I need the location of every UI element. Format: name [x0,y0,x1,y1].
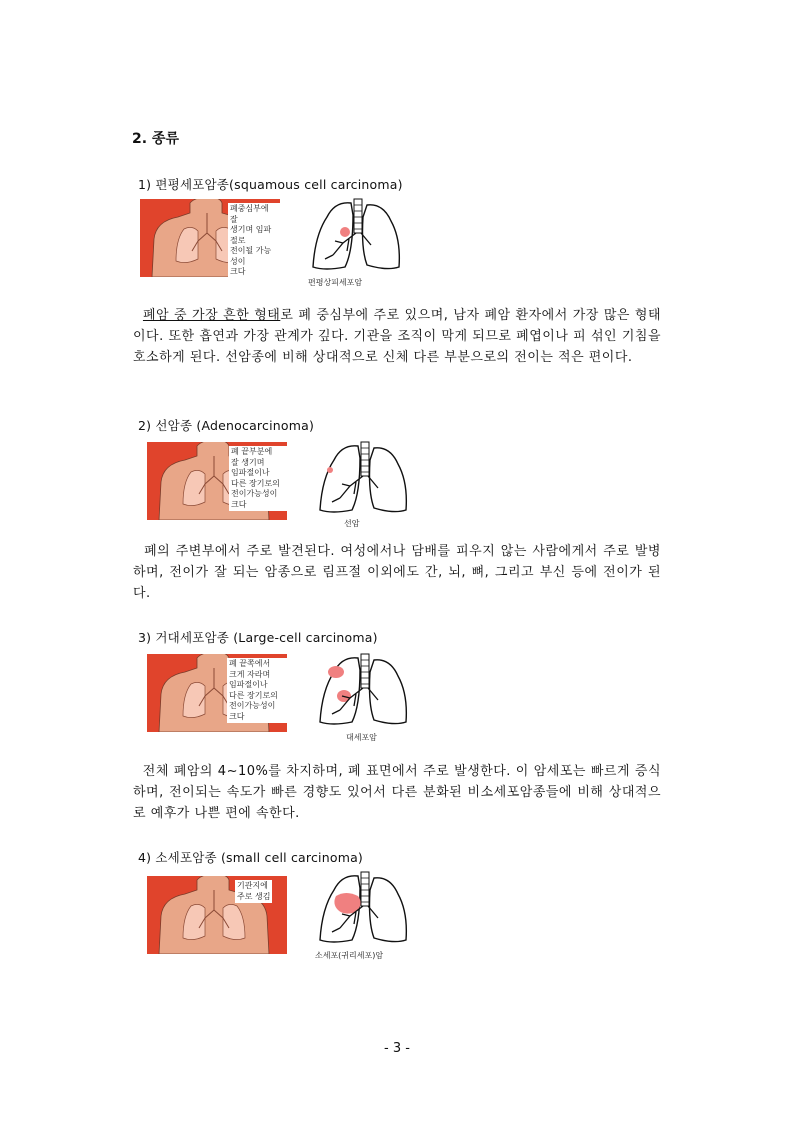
type-4-figure [147,876,437,966]
type-1-figure [140,199,430,289]
page-number: - 3 - [384,1041,410,1056]
chest-illustration-1 [140,199,280,277]
type-1-heading: 1) 편평세포암종(squamous cell carcinoma) [138,177,403,192]
type-3-figure [147,654,437,744]
chest-illustration-2 [147,442,287,520]
type-2-heading: 2) 선암종 (Adenocarcinoma) [138,418,315,433]
type-2-figure [147,442,437,532]
lung-diagram-1 [305,195,405,275]
type-1-underlined: 폐암 중 가장 흔한 형태 [142,308,281,323]
lung-diagram-2 [312,438,412,518]
chest-illustration-4 [147,876,287,954]
type-3-paragraph [133,761,661,824]
type-1-caption: 편평상피세포암 [308,278,363,287]
type-2-caption: 선암 [344,519,360,528]
section-title: 2. 종류 [132,131,179,147]
type-4-caption: 소세포(귀리세포)암 [315,951,384,960]
type-3-note: 폐 끝쪽에서 크게 자라며 임파절이나 다른 장기로의 전이가능성이 크다 [227,658,287,723]
lung-diagram-4 [312,868,412,952]
type-3-caption: 대세포암 [346,733,377,742]
type-4-note: 기관지에 주로 생김 [235,880,272,903]
type-1-note: 폐중심부에 잘 생기며 임파절로 전이될 가능성이 크다 [228,203,280,277]
type-2-note: 폐 끝부분에 잘 생기며 임파절이나 다른 장기로의 전이가능성이 크다 [229,446,287,511]
type-1-paragraph [133,305,661,368]
type-4-heading: 4) 소세포암종 (small cell carcinoma) [138,850,364,865]
chest-illustration-3 [147,654,287,732]
lung-diagram-3 [312,650,412,730]
type-1-text: 로 폐 중심부에 주로 있으며, 남자 폐암 환자에서 가장 많은 형태이다. 또한 흡연과 가장 관계가 깊다. 기관을 조직이 막게 되므로 폐엽이나 피 섞인 기침을 호소하게 된다. 선암종에 비해 상대적으로 신체 다른 부분으로의 전이는 적은 편이다. [133,308,662,365]
type-3-text: 전체 폐암의 4~10%를 차지하며, 폐 표면에서 주로 발생한다. 이 암세포는 빠르게 증식하며, 전이되는 속도가 빠른 경향도 있어서 다른 분화된 비소세포암종들에 비해 상대적으로 예후가 나쁜 편에 속한다. [133,764,662,821]
type-2-text: 폐의 주변부에서 주로 발견된다. 여성에서나 담배를 피우지 않는 사람에게서 주로 발병하며, 전이가 잘 되는 암종으로 림프절 이외에도 간, 뇌, 뼈, 그리고 부신 등에 전이가 된다. [133,544,661,601]
type-2-paragraph [133,541,661,604]
type-3-heading: 3) 거대세포암종 (Large-cell carcinoma) [138,630,378,645]
